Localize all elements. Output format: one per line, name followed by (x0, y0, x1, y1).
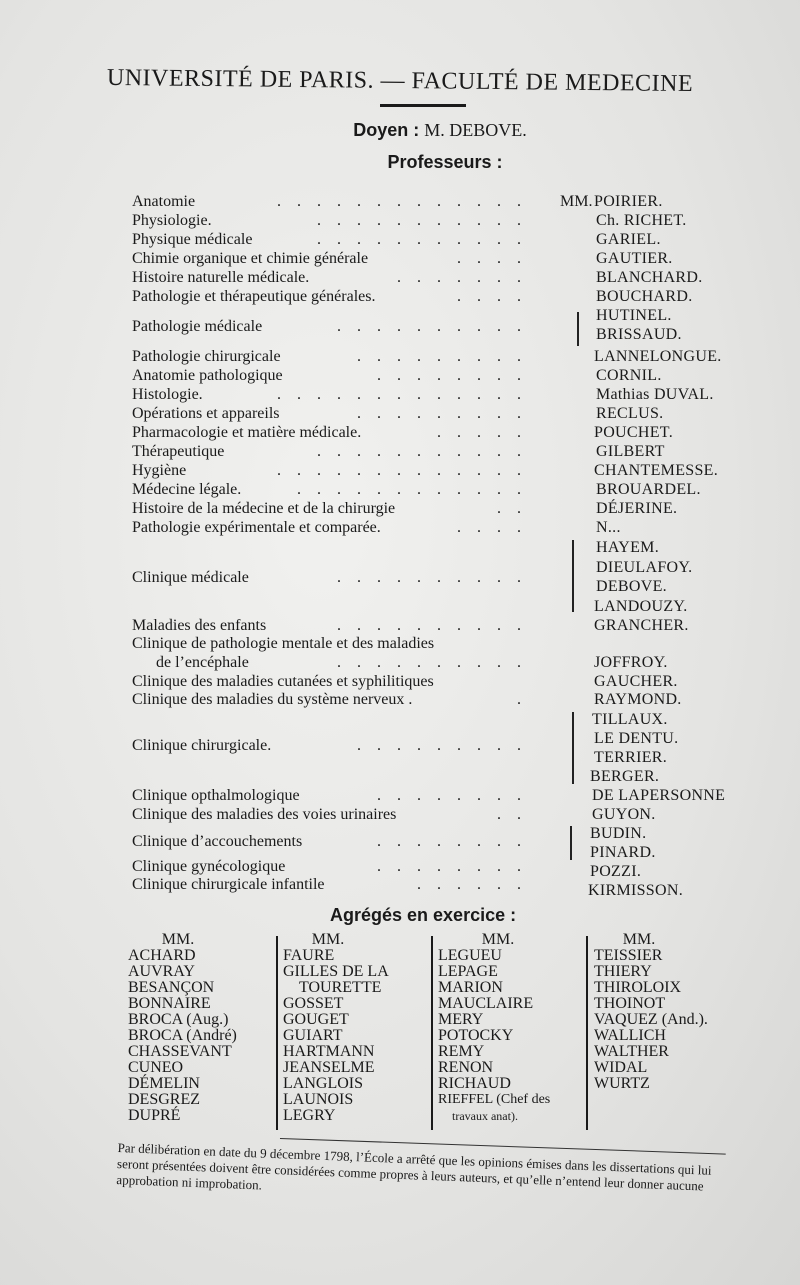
subject-row: Clinique gynécologique . . . . . . . . (132, 858, 527, 875)
professor-name: Ch. RICHET. (596, 212, 687, 229)
subject-row: Pathologie et thérapeutique générales. . . . . (132, 288, 527, 305)
agrege-name: VAQUEZ (And.). (594, 1011, 708, 1028)
agrege-name: LEPAGE (438, 963, 498, 980)
subject-row: Hygiène . . . . . . . . . . . . . (132, 462, 527, 479)
subject-label: Clinique opthalmologique (132, 787, 300, 804)
mm-prefix: MM. (161, 931, 195, 948)
agrege-name: MARION (438, 979, 503, 996)
agrege-name: REMY (438, 1043, 485, 1060)
agrege-name: CUNEO (128, 1059, 184, 1076)
agrege-name: CHASSEVANT (128, 1043, 232, 1060)
professor-name: BERGER. (590, 768, 660, 785)
subject-label: Opérations et appareils (132, 405, 280, 422)
subject-label: Maladies des enfants (132, 617, 267, 634)
grouping-brace (572, 540, 574, 612)
subject-row: Pathologie expérimentale et comparée. . . . . (132, 519, 527, 536)
subject-row: Histologie. . . . . . . . . . . . . . (132, 386, 527, 403)
subject-label: Clinique des maladies des voies urinaires (132, 806, 397, 823)
subject-label: Histoire naturelle médicale. (132, 269, 310, 286)
professor-name: DIEULAFOY. (596, 559, 693, 576)
agrege-name: LAUNOIS (283, 1091, 354, 1108)
professor-name: GUYON. (592, 806, 656, 823)
professors-heading: Professeurs : (387, 152, 503, 172)
footer-notice: Par délibération en date du 9 décembre 1798, l’École a arrêté que les opinions émises dans les dissertations qui lui seront présentées doivent être considérées comme propres à leurs auteurs, et qu’elle n’entend leur donner aucune approbation ni improbation. (116, 1140, 712, 1194)
subject-row: Pathologie chirurgicale . . . . . . . . . (132, 348, 527, 365)
subject-label: Thérapeutique (132, 443, 225, 460)
professor-name: BUDIN. (590, 825, 647, 842)
agrege-name: GOSSET (283, 995, 344, 1012)
subject-row: Histoire naturelle médicale. . . . . . . . (132, 269, 527, 286)
agrege-name: TOURETTE (299, 979, 382, 996)
subject-label: Pharmacologie et matière médicale. (132, 424, 362, 441)
professor-name: Mathias DUVAL. (596, 386, 714, 403)
subject-row: Médecine légale. . . . . . . . . . . . . (132, 481, 527, 498)
subject-row: Maladies des enfants . . . . . . . . . . (132, 617, 527, 634)
grouping-brace (577, 312, 579, 346)
agrege-name: LEGRY (283, 1107, 336, 1124)
agreges-column (438, 932, 588, 1124)
agreges-column (594, 932, 734, 1092)
subject-row: Anatomie pathologique . . . . . . . . (132, 367, 527, 384)
professor-name: LE DENTU. (594, 730, 679, 747)
subject-label: Histologie. (132, 386, 203, 403)
grouping-brace (570, 826, 572, 860)
professor-name: TILLAUX. (592, 711, 668, 728)
subject-row: Chimie organique et chimie générale . . . . (132, 250, 527, 267)
subject-label: Anatomie (132, 193, 196, 210)
agrege-name: BESANÇON (128, 979, 215, 996)
professor-name: TERRIER. (594, 749, 668, 766)
agrege-name: LEGUEU (438, 947, 502, 964)
agrege-name: JEANSELME (283, 1059, 375, 1076)
professor-name: BOUCHARD. (596, 288, 693, 305)
agrege-name: WURTZ (594, 1075, 650, 1092)
dean-line (0, 120, 800, 141)
subject-label: Médecine légale. (132, 481, 242, 498)
dean-name: M. DEBOVE. (424, 120, 527, 140)
subject-row: Clinique d’accouchements . . . . . . . . (132, 833, 527, 850)
professor-name: CHANTEMESSE. (594, 462, 719, 479)
agrege-name: MERY (438, 1011, 484, 1028)
subject-row (132, 672, 527, 691)
subject-label: Physiologie. (132, 212, 212, 229)
mm-prefix: MM. (622, 931, 656, 948)
professor-name: GAUCHER. (594, 673, 678, 690)
subject-label: Histoire de la médecine et de la chirurgie (132, 500, 396, 517)
subject-row: Physique médicale . . . . . . . . . . . (132, 231, 527, 248)
grouping-brace (572, 712, 574, 784)
agrege-name: TEISSIER (594, 947, 663, 964)
agrege-name: AUVRAY (128, 963, 195, 980)
professor-name: BRISSAUD. (596, 326, 682, 343)
professor-name: RECLUS. (596, 405, 664, 422)
subject-row: Clinique médicale . . . . . . . . . . (132, 569, 527, 586)
agrege-name: RIEFFEL (Chef des (438, 1092, 551, 1107)
subject-label: Pathologie et thérapeutique générales. (132, 288, 376, 305)
subject-label: Physique médicale (132, 231, 253, 248)
professor-name: GAUTIER. (596, 250, 673, 267)
subject-label: Pathologie expérimentale et comparée. (132, 519, 381, 536)
agrege-name: HARTMANN (283, 1043, 375, 1060)
agreges-column (283, 932, 433, 1124)
agrege-name: GOUGET (283, 1011, 349, 1028)
agrege-name: DÉMELIN (128, 1075, 200, 1092)
professor-name: CORNIL. (596, 367, 662, 384)
agrege-name: WALTHER (594, 1043, 669, 1060)
subject-label: Chimie organique et chimie générale (132, 250, 369, 267)
agrege-name: RENON (438, 1059, 494, 1076)
professor-name: N... (596, 519, 621, 536)
agrege-name: FAURE (283, 947, 335, 964)
agrege-name: BONNAIRE (128, 995, 211, 1012)
agrege-name: WALLICH (594, 1027, 666, 1044)
agrege-name: THIROLOIX (594, 979, 682, 996)
subject-label: Hygiène (132, 462, 187, 479)
professor-name: DEBOVE. (596, 578, 667, 595)
agrege-name: THIERY (594, 963, 652, 980)
professor-name: BLANCHARD. (596, 269, 703, 286)
professor-name: POIRIER. (594, 193, 663, 210)
subject-label: Anatomie pathologique (132, 367, 283, 384)
agrege-name: THOINOT (594, 995, 666, 1012)
column-divider (276, 936, 278, 1130)
professor-name: RAYMOND. (594, 691, 682, 708)
mm-prefix: MM. (560, 193, 593, 210)
agrege-name: RICHAUD (438, 1075, 511, 1092)
agrege-name: travaux anat). (452, 1109, 518, 1123)
subject-label: Clinique chirurgicale. (132, 737, 272, 754)
subject-label: Clinique médicale (132, 569, 249, 586)
subject-row: Physiologie. . . . . . . . . . . . (132, 212, 527, 229)
subject-row: Histoire de la médecine et de la chirurgie . . (132, 500, 527, 517)
subject-row: Anatomie . . . . . . . . . . . . . (132, 193, 527, 210)
subject-row: Clinique chirurgicale infantile . . . . . . (132, 876, 527, 893)
subject-row: Pathologie médicale . . . . . . . . . . (132, 318, 527, 335)
professor-name: GARIEL. (596, 231, 661, 248)
subject-row (132, 634, 527, 653)
professor-name: KIRMISSON. (588, 882, 684, 899)
subject-row: de l’encéphale . . . . . . . . . . (156, 654, 527, 671)
professor-name: POZZI. (590, 863, 642, 880)
professor-name: HUTINEL. (596, 307, 672, 324)
title-rule (380, 104, 466, 107)
subject-row: Opérations et appareils . . . . . . . . . (132, 405, 527, 422)
subject-label: Clinique d’accouchements (132, 833, 303, 850)
professor-name: JOFFROY. (594, 654, 668, 671)
subject-label: Pathologie médicale (132, 318, 263, 335)
mm-prefix: MM. (311, 931, 345, 948)
column-divider (431, 936, 433, 1130)
agrege-name: GILLES DE LA (283, 963, 389, 980)
subject-row: Clinique des maladies du système nerveux . . (132, 691, 527, 708)
agrege-name: POTOCKY (438, 1027, 514, 1044)
professor-name: BROUARDEL. (596, 481, 701, 498)
subject-label: de l’encéphale (156, 654, 249, 671)
mm-prefix: MM. (481, 931, 515, 948)
subject-label: Clinique gynécologique (132, 858, 286, 875)
dean-label: Doyen : (353, 120, 420, 140)
agrege-name: ACHARD (128, 947, 196, 964)
agrege-name: MAUCLAIRE (438, 995, 534, 1012)
subject-row: Clinique opthalmologique . . . . . . . . (132, 787, 527, 804)
agrege-name: BROCA (André) (128, 1027, 237, 1044)
subject-label: Clinique des maladies du système nerveux . (132, 691, 413, 708)
professor-name: LANDOUZY. (594, 598, 688, 615)
subject-label: Clinique chirurgicale infantile (132, 876, 325, 893)
subject-label: Pathologie chirurgicale (132, 348, 281, 365)
agrege-name: GUIART (283, 1027, 343, 1044)
agreges-column (128, 932, 268, 1124)
subject-label: Clinique des maladies cutanées et syphilitiques (132, 673, 434, 690)
agrege-name: DUPRÉ (128, 1107, 181, 1124)
professor-name: LANNELONGUE. (594, 348, 722, 365)
professor-name: GILBERT (596, 443, 665, 460)
agrege-name: WIDAL (594, 1059, 648, 1076)
agrege-name: LANGLOIS (283, 1075, 363, 1092)
subject-label: Clinique de pathologie mentale et des maladies (132, 635, 435, 652)
agrege-name: DESGREZ (128, 1091, 200, 1108)
professor-name: PINARD. (590, 844, 656, 861)
column-divider (586, 936, 588, 1130)
subject-row: Thérapeutique . . . . . . . . . . . (132, 443, 527, 460)
subject-row: Pharmacologie et matière médicale. . . . . . (132, 424, 527, 441)
agrege-name: BROCA (Aug.) (128, 1011, 229, 1028)
professor-name: HAYEM. (596, 539, 659, 556)
agreges-heading: Agrégés en exercice : (330, 905, 517, 925)
professor-name: DE LAPERSONNE (592, 787, 726, 804)
subject-row: Clinique chirurgicale. . . . . . . . . . (132, 737, 527, 754)
page-title: UNIVERSITÉ DE PARIS. — FACULTÉ DE MEDECINE (106, 64, 694, 98)
professor-name: POUCHET. (594, 424, 673, 441)
subject-row: Clinique des maladies des voies urinaires . . (132, 806, 527, 823)
professor-name: DÉJERINE. (596, 500, 678, 517)
professor-name: GRANCHER. (594, 617, 689, 634)
